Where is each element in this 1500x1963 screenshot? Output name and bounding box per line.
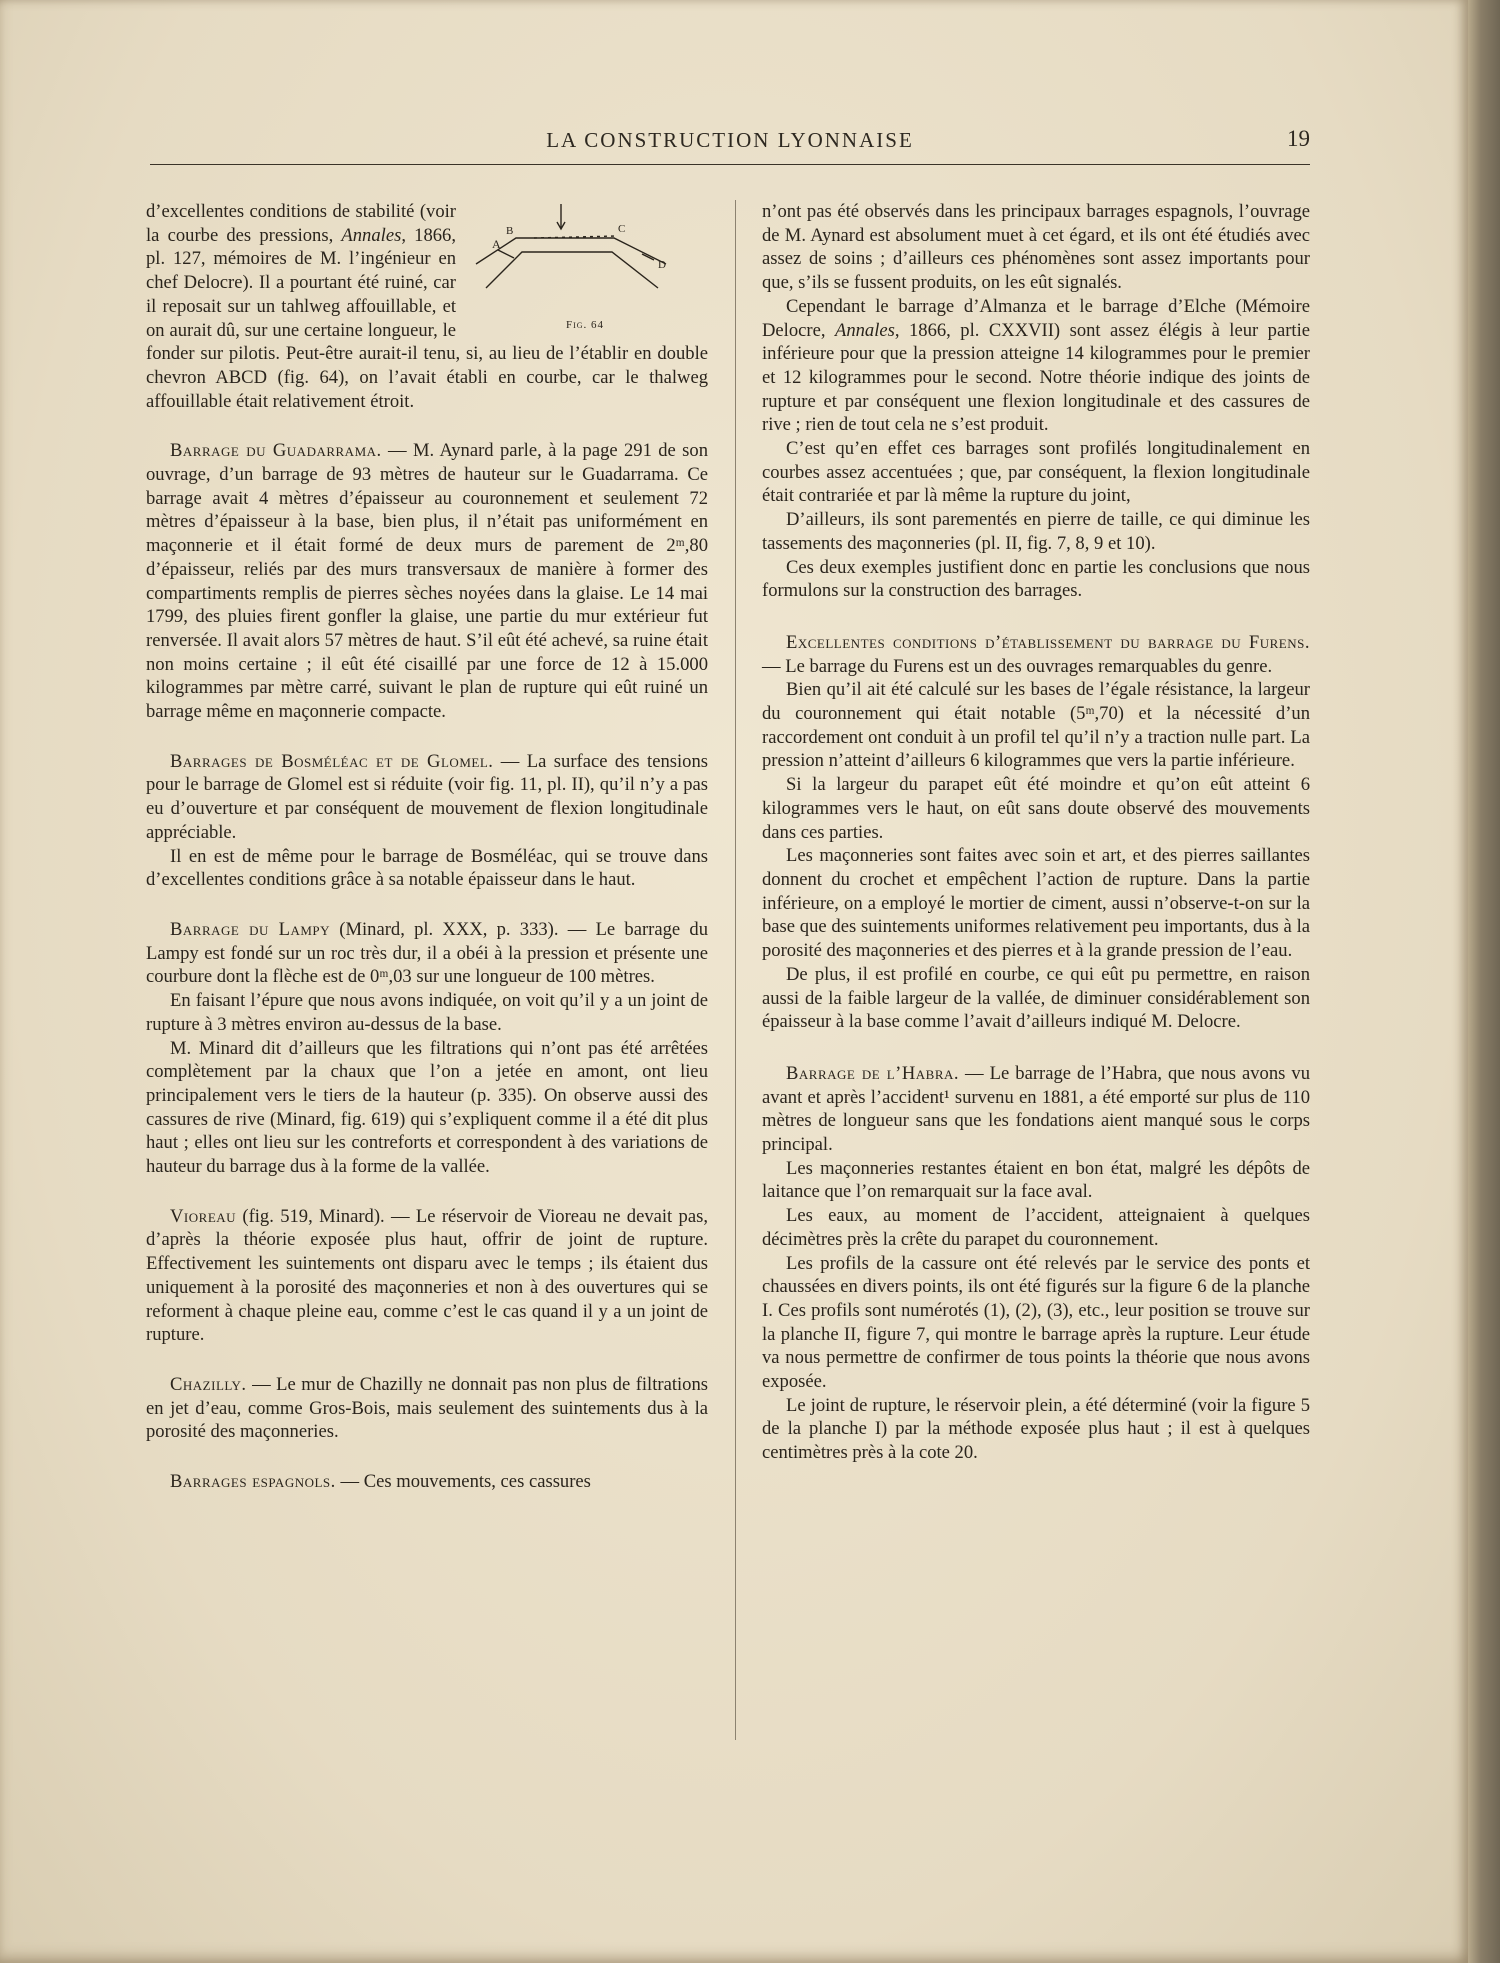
figure-label-c: C: [618, 223, 626, 235]
section-barrages-espagnols: Barrages espagnols. — Ces mouvements, ces cassures: [170, 1471, 591, 1493]
section-title: Chazilly.: [170, 1373, 247, 1395]
paragraph: Le joint de rupture, le réservoir plein, a été déterminé (voir la figure 5 de la planche I) par la méthode exposée plus haut ; il est à quelques centimètres près à la cote 20.: [762, 1394, 1310, 1464]
section-guadarrama: Barrage du Guadarrama. — M. Aynard parle, à la page 291 de son ouvrage, d’un barrage de 93 mètres de hauteur sur le Guadarrama. Ce barrage avait 4 mètres d’épaisseur au couronnement et seulement 72 mètres d’épaisseur à la base, bien plus, il n’était pas uniformément en maçonnerie et il était formé de deux murs de parement de 2ᵐ,80 d’épaisseur, reliés par des murs transversaux de manière à former des compartiments remplis de pierres sèches noyées dans la glaise. Le 14 mai 1799, des pluies firent gonfler la glaise, une partie du mur extérieur fut renversée. Il avait alors 57 mètres de haut. S’il eût été achevé, sa ruine était non moins certaine ; il eût été cisaillé par une force de 12 à 15.000 kilogrammes par mètre carré, suivant le plan de rupture qui eût ruiné un barrage même en maçonnerie compacte.: [146, 440, 708, 723]
paragraph: De plus, il est profilé en courbe, ce qui eût pu permettre, en raison aussi de la faible largeur de la vallée, de diminuer considérablement son épaisseur à la base comme l’avait d’ailleurs indiqué M. Delocre.: [762, 963, 1310, 1033]
paragraph: Bien qu’il ait été calculé sur les bases de l’égale résistance, la largeur du couronnement qui était notable (5ᵐ,70) et la nécessité d’un raccordement ont conduit à un profil tel qu’il n’y a traction nulle part. La pression n’atteint d’ailleurs 6 kilogrammes que vers la partie inférieure.: [762, 679, 1310, 772]
section-furens: Excellentes conditions d’établissement du barrage du Furens. — Le barrage du Furens est un des ouvrages remarquables du genre.: [762, 631, 1310, 677]
section-title: Barrage du Lampy: [170, 918, 331, 940]
column-divider: [735, 200, 736, 1740]
paragraph: Les eaux, au moment de l’accident, atteignaient à quelques décimètres près la crête du parapet du couronnement.: [762, 1205, 1310, 1250]
paragraph: M. Minard dit d’ailleurs que les filtrations qui n’ont pas été arrêtées complètement par la chaux que l’on a jetée en amont, ont lieu principalement vers le tiers de la hauteur (p. 335). On observe aussi des cassures de rive (Minard, fig. 619) qui s’expliquent comme il a été dit plus haut ; elles ont lieu sur les contreforts et correspondent à des variations de hauteur du barrage dus à la forme de la vallée.: [146, 1037, 708, 1178]
section-title: Barrages de Bosméléac et de Glomel.: [170, 750, 494, 772]
paragraph: Les maçonneries sont faites avec soin et art, et des pierres saillantes donnent du crochet et empêchent l’action de rupture. Dans la partie inférieure, on a employé le mortier de ciment, aussi n’observe-t-on sur la base que des suintements uniformes relativement peu importants, dus à la porosité des maçonneries et des pierres et à la grande pression de l’eau.: [762, 845, 1310, 962]
section-title: Barrage du Guadarrama.: [170, 440, 382, 462]
figure-caption: Fig. 64: [566, 319, 605, 331]
left-column: [146, 200, 708, 1494]
right-column: [762, 200, 1310, 1465]
page-header: [150, 124, 1310, 165]
section-title: Excellentes conditions d’établissement du barrage du Furens.: [786, 631, 1310, 653]
figure-64: [466, 196, 714, 331]
book-edge: [1468, 0, 1500, 1963]
paragraph: Ces deux exemples justifient donc en partie les conclusions que nous formulons sur la construction des barrages.: [762, 556, 1310, 602]
page-number: 19: [1287, 126, 1310, 151]
paragraph: Les maçonneries restantes étaient en bon état, malgré les dépôts de laitance que l’on remarquait sur la face aval.: [762, 1157, 1310, 1203]
paragraph: En faisant l’épure que nous avons indiquée, on voit qu’il y a un joint de rupture à 3 mètres environ au-dessus de la base.: [146, 990, 708, 1035]
section-title: Barrages espagnols.: [170, 1471, 336, 1493]
running-title: LA CONSTRUCTION LYONNAISE: [546, 128, 914, 152]
paragraph: Les profils de la cassure ont été relevés par le service des ponts et chaussées en divers points, ils ont été figurés sur la figure 6 de la planche I. Ces profils sont numérotés (1), (2), (3), etc., leur position se trouve sur la planche II, figure 7, qui montre le barrage après la rupture. Leur étude va nous permettre de confirmer de tous points la théorie que nous avons exposée.: [762, 1252, 1310, 1393]
paragraph: D’ailleurs, ils sont parementés en pierre de taille, ce qui diminue les tassements des maçonneries (pl. II, fig. 7, 8, 9 et 10).: [762, 509, 1310, 554]
paragraph: n’ont pas été observés dans les principaux barrages espagnols, l’ouvrage de M. Aynard est absolument muet à cet égard, et ils ont été étudiés avec assez de soins ; d’ailleurs ces phénomènes sont assez importants pour que, s’ils se fussent produits, on les eût signalés.: [762, 201, 1310, 294]
section-chazilly: Chazilly. — Le mur de Chazilly ne donnait pas non plus de filtrations en jet d’eau, comme Gros-Bois, mais seulement des suintements dus à la porosité des maçonneries.: [146, 1373, 708, 1443]
section-title: Vioreau: [170, 1205, 237, 1227]
section-lampy: Barrage du Lampy (Minard, pl. XXX, p. 333). — Le barrage du Lampy est fondé sur un roc très dur, il a obéi à la pression et présente une courbure dont la flèche est de 0ᵐ,03 sur une longueur de 100 mètres.: [146, 918, 708, 988]
paragraph: Si la largeur du parapet eût été moindre et qu’on eût atteint 6 kilogrammes vers le haut, on eût sans doute observé des mouvements dans ces parties.: [762, 774, 1310, 843]
section-title: Barrage de l’Habra.: [786, 1062, 960, 1084]
section-vioreau: Vioreau (fig. 519, Minard). — Le réservoir de Vioreau ne devait pas, d’après la théorie exposée plus haut, offrir de joint de rupture. Effectivement les suintements ont disparu avec le temps ; ils étaient dus uniquement à la porosité des maçonneries et non à des ouvertures qui se reforment à chaque pleine eau, comme c’est le cas quand il y a un joint de rupture.: [146, 1205, 708, 1346]
figure-label-a: A: [492, 237, 501, 251]
paragraph-intro: d’excellentes conditions de stabilité (voir la courbe des pressions, Annales, 1866, pl. 127, mémoires de M. l’ingénieur en chef Delocre). Il a pourtant été ruiné, car il reposait sur un tahlweg affouillable, et on aurait dû, sur une certaine longueur, le fonder sur pilotis. Peut-être aurait-il tenu, si, au lieu de l’établir en double chevron ABCD (fig. 64), on l’avait établi en courbe, car le thalweg affouillable était relativement étroit.: [146, 201, 708, 412]
section-habra: Barrage de l’Habra. — Le barrage de l’Habra, que nous avons vu avant et après l’accident¹ survenu en 1881, a été emporté sur plus de 110 mètres de longueur sans que les fondations aient manqué sous le corps principal.: [762, 1062, 1310, 1156]
paragraph: Cependant le barrage d’Almanza et le barrage d’Elche (Mémoire Delocre, Annales, 1866, pl. CXXVII) sont assez élégis à leur partie inférieure pour que la pression atteigne 14 kilogrammes pour le premier et 12 kilogrammes pour le second. Notre théorie indique des joints de rupture et par conséquent une flexion longitudinale et des cassures de rive ; rien de tout cela ne s’est produit.: [762, 295, 1311, 436]
figure-label-b: B: [506, 225, 514, 237]
section-bosmeleac-glomel: Barrages de Bosméléac et de Glomel. — La surface des tensions pour le barrage de Glomel est si réduite (voir fig. 11, pl. II), qu’il n’y a pas eu d’ouverture et par conséquent de mouvement de flexion longitudinale appréciable.: [146, 750, 708, 843]
paragraph: C’est qu’en effet ces barrages sont profilés longitudinalement en courbes assez accentuées ; que, par conséquent, la flexion longitudinale était contrariée et par là même la rupture du joint,: [762, 438, 1310, 507]
paragraph: Il en est de même pour le barrage de Bosméléac, qui se trouve dans d’excellentes conditions grâce à sa notable épaisseur dans le haut.: [146, 845, 708, 891]
figure-label-d: D: [658, 259, 666, 271]
double-chevron-diagram: [466, 196, 714, 328]
